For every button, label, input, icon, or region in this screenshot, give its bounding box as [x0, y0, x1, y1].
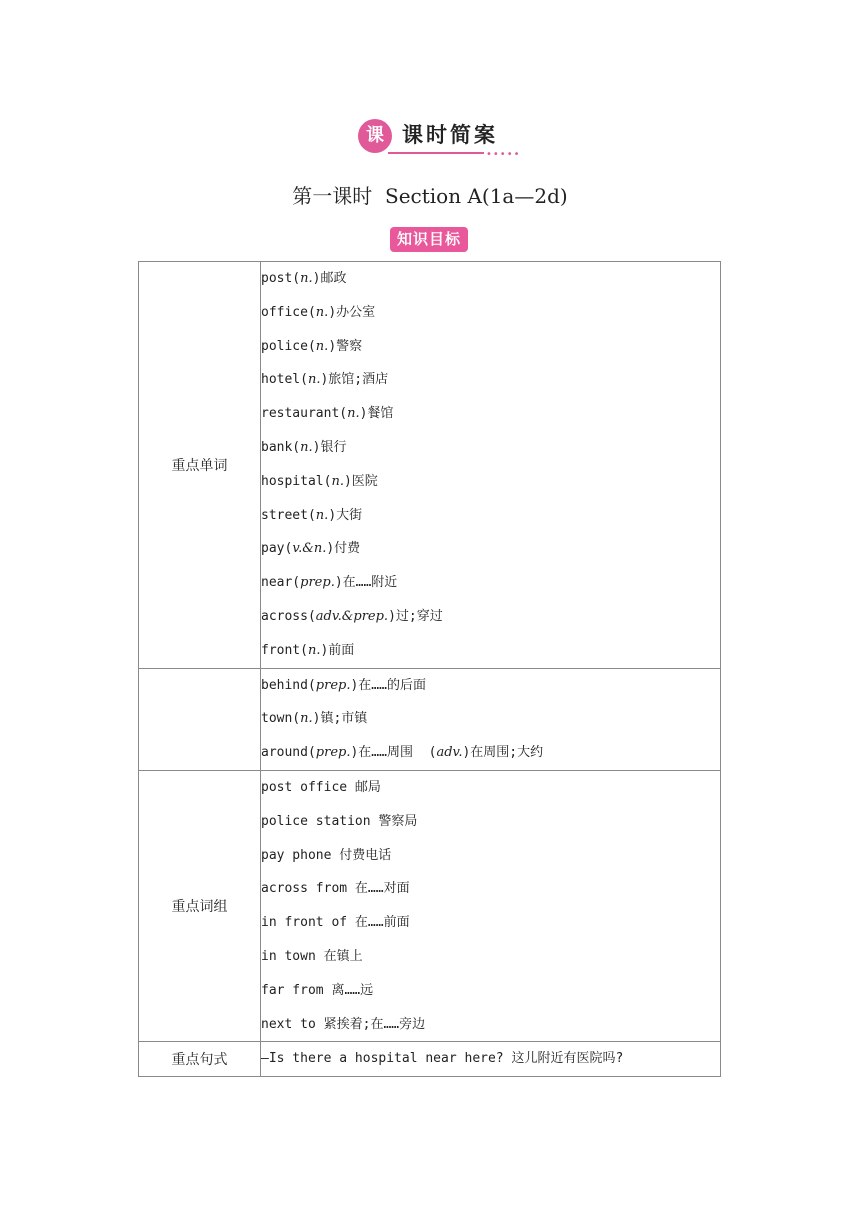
item-text: )银行	[312, 439, 347, 455]
list-item	[261, 702, 720, 736]
part-of-speech: n.	[315, 338, 329, 354]
part-of-speech: adv.	[436, 745, 463, 761]
list-item	[261, 566, 720, 600]
item-text: post office 邮局	[261, 779, 381, 795]
logo-title: 课时简案	[402, 123, 498, 147]
part-of-speech: n.	[300, 711, 313, 727]
list-item	[261, 363, 720, 397]
item-text: street(	[261, 507, 316, 523]
item-text: )邮政	[312, 271, 347, 286]
part-of-speech: n.	[347, 406, 360, 422]
item-text: )在周围;大约	[462, 745, 544, 761]
item-text: )过;穿过	[388, 608, 443, 624]
list-item	[261, 839, 720, 873]
category-cell: 重点词组	[139, 770, 261, 1041]
list-item	[261, 600, 720, 634]
category-cell: 重点单词	[139, 262, 261, 669]
part-of-speech: n.	[300, 439, 313, 455]
item-text: far from 离……远	[261, 982, 374, 998]
table-row	[139, 1042, 721, 1077]
logo-underline	[388, 152, 484, 154]
items-cell	[261, 1042, 721, 1077]
section-logo	[358, 117, 520, 159]
item-text: bank(	[261, 439, 301, 455]
item-text: post(	[261, 271, 301, 286]
item-text: behind(	[261, 677, 316, 693]
list-item	[261, 499, 720, 533]
item-text: )旅馆;酒店	[320, 372, 389, 388]
item-text: in front of 在……前面	[261, 915, 410, 931]
category-cell: 重点句式	[139, 1042, 261, 1077]
list-item	[261, 397, 720, 431]
table-row	[139, 262, 721, 669]
list-item	[261, 532, 720, 566]
list-item	[261, 296, 720, 330]
table-row	[139, 770, 721, 1041]
part-of-speech: n.	[331, 473, 344, 489]
list-item	[261, 262, 720, 296]
list-item	[261, 872, 720, 906]
part-of-speech: adv.&prep.	[315, 608, 389, 624]
part-of-speech: n.	[307, 642, 321, 658]
list-item	[261, 906, 720, 940]
part-of-speech: prep.	[300, 575, 335, 591]
item-text: near(	[261, 575, 301, 591]
item-text: restaurant(	[261, 406, 348, 422]
list-item	[261, 1042, 720, 1076]
item-text: town(	[261, 711, 301, 727]
item-text: pay(	[261, 541, 293, 557]
list-item	[261, 669, 720, 703]
list-item	[261, 431, 720, 465]
logo-dots: •••••	[486, 149, 521, 160]
part-of-speech: n.	[315, 304, 329, 320]
item-text: next to 紧挨着;在……旁边	[261, 1016, 426, 1032]
item-text: office(	[261, 304, 316, 320]
item-text: )镇;市镇	[312, 711, 368, 727]
list-item	[261, 330, 720, 364]
list-item	[261, 974, 720, 1008]
list-item	[261, 940, 720, 974]
list-item	[261, 465, 720, 499]
item-text: police station 警察局	[261, 813, 418, 829]
items-cell	[261, 668, 721, 770]
item-text: )警察	[328, 338, 363, 354]
lesson-title: 第一课时 Section A(1a—2d)	[292, 184, 568, 208]
list-item	[261, 771, 720, 805]
table-row	[139, 668, 721, 770]
item-text: across(	[261, 608, 316, 624]
item-text: )办公室	[328, 304, 376, 320]
item-text: )付费	[326, 541, 361, 557]
vocabulary-table	[138, 261, 721, 1077]
item-text: )在……的后面	[350, 677, 426, 693]
item-text: )在……附近	[334, 575, 398, 591]
knowledge-goals-badge: 知识目标	[390, 227, 468, 252]
part-of-speech: v.&n.	[292, 541, 327, 557]
item-text: pay phone 付费电话	[261, 847, 392, 863]
item-text: around(	[261, 745, 316, 761]
item-text: )大街	[328, 507, 363, 523]
part-of-speech: n.	[315, 507, 329, 523]
item-text: —Is there a hospital near here? 这儿附近有医院吗?	[261, 1051, 624, 1067]
part-of-speech: n.	[300, 271, 313, 286]
category-cell	[139, 668, 261, 770]
item-text: police(	[261, 338, 316, 354]
list-item	[261, 1008, 720, 1042]
part-of-speech: n.	[307, 372, 321, 388]
item-text: )前面	[320, 642, 355, 658]
list-item	[261, 805, 720, 839]
item-text: hospital(	[261, 473, 332, 489]
item-text: across from 在……对面	[261, 881, 410, 897]
lesson-plan-icon: 课	[358, 119, 392, 153]
list-item	[261, 736, 720, 770]
items-cell	[261, 262, 721, 669]
item-text: )在……周围 (	[350, 745, 437, 761]
part-of-speech: prep.	[315, 745, 351, 761]
item-text: in town 在镇上	[261, 948, 363, 964]
item-text: )医院	[343, 473, 378, 489]
item-text: front(	[261, 642, 308, 658]
items-cell	[261, 770, 721, 1041]
list-item	[261, 634, 720, 668]
part-of-speech: prep.	[315, 677, 351, 693]
item-text: hotel(	[261, 372, 308, 388]
item-text: )餐馆	[359, 406, 394, 422]
